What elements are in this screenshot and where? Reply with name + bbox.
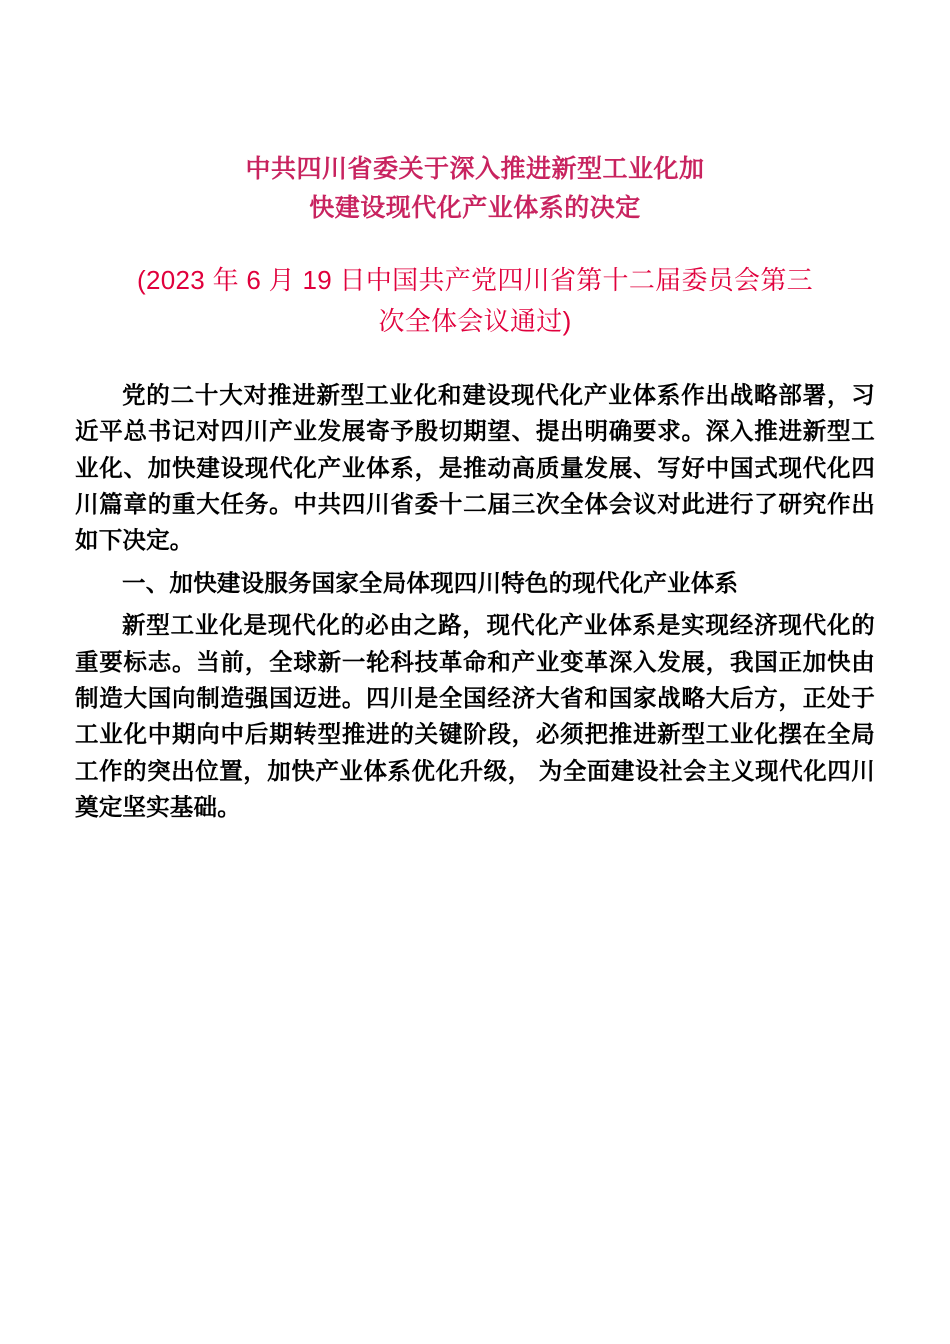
document-title-line-1: 中共四川省委关于深入推进新型工业化加 — [245, 155, 705, 183]
document-subtitle-line-2: 次全体会议通过) — [378, 306, 572, 337]
document-subtitle-line-1: (2023 年 6 月 19 日中国共产党四川省第十二届委员会第三 — [137, 264, 813, 295]
document-body — [75, 377, 875, 826]
document-title-line-2: 快建设现代化产业体系的决定 — [309, 193, 641, 222]
document-title — [155, 150, 795, 228]
section-heading-one: 一、加快建设服务国家全局体现四川特色的现代化产业体系 — [122, 569, 739, 596]
document-subtitle — [115, 260, 835, 343]
paragraph: 新型工业化是现代化的必由之路，现代化产业体系是实现经济现代化的重要标志。当前，全球新一轮科技革命和产业变革深入发展，我国正加快由制造大国向制造强国迈进。四川是全国经济大省和国家战略大后方，正处于工业化中期向中后期转型推进的关键阶段，必须把推进新型工业化摆在全局工作的突出位置，加快产业体系优化升级， 为全面建设社会主义现代化四川奠定坚实基础。 — [75, 612, 875, 821]
paragraph: 党的二十大对推进新型工业化和建设现代化产业体系作出战略部署，习近平总书记对四川产业发展寄予殷切期望、提出明确要求。深入推进新型工业化、加快建设现代化产业体系，是推动高质量发展、写好中国式现代化四川篇章的重大任务。中共四川省委十二届三次全体会议对此进行了研究作出如下决定。 — [75, 381, 875, 554]
